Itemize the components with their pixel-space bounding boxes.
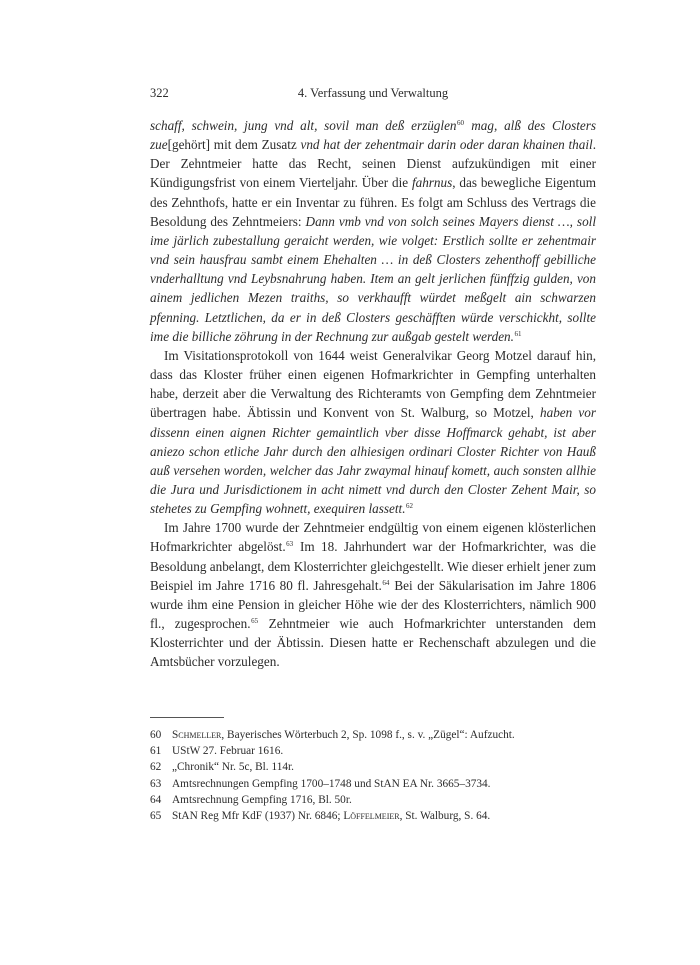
- footnote-number: 64: [150, 793, 162, 806]
- footnote-65: [150, 808, 596, 824]
- footnote-63: [150, 776, 596, 792]
- footnote-text: Amtsrechnung Gempfing 1716, Bl. 50r.: [172, 793, 352, 806]
- quote-text: mag, alß des Closters zue: [150, 118, 596, 153]
- footnote-number: 62: [150, 761, 162, 774]
- body-text: Im 18. Jahrhundert war der Hofmarkrichter, was die Besoldung anbelangt, dem Klosterrichter gleichgestellt. Wie dieser erhielt jener zum Beispiel im Jahre 1716 80 fl. Jahresgehalt.: [150, 539, 596, 593]
- footnote-text: StAN Reg Mfr KdF (1937) Nr. 6846;: [172, 810, 344, 823]
- footnote-number: 60: [150, 729, 162, 741]
- footnote-ref-60[interactable]: 60: [457, 119, 465, 127]
- footnote-text: UStW 27. Februar 1616.: [172, 745, 284, 758]
- footnote-ref-62[interactable]: 62: [406, 502, 414, 511]
- footnote-author: Löffelmeier: [343, 810, 400, 823]
- page-header: [150, 86, 596, 104]
- footnote-64: [150, 792, 596, 808]
- term-text: fahrnus: [411, 175, 453, 191]
- footnote-ref-61[interactable]: 61: [514, 329, 522, 338]
- body-text: , das bewegliche Eigentum des Zehnthofs, hatte er ein Inventar zu führen. Es folgt am Schluss des Vertrags die Besoldung des Zehntmeiers:: [150, 175, 596, 229]
- footnote-number: 63: [150, 777, 162, 790]
- footnote-ref-63[interactable]: 63: [286, 540, 294, 549]
- page-number: 322: [150, 86, 169, 100]
- footnote-number: 65: [150, 810, 162, 823]
- footnote-ref-65[interactable]: 65: [251, 617, 259, 626]
- paragraph-1: [150, 116, 596, 346]
- body-text: Im Jahre 1700 wurde der Zehntmeier endgültig von einem eigenen klösterlichen Hofmarkrichter abgelöst.: [150, 520, 596, 555]
- body-text: Zehntmeier wie auch Hofmarkrichter unterstanden dem Klosterrichter und der Äbtissin. Diesen hatte er Rechenschaft abzulegen und die Amtsbücher vorzulegen.: [150, 616, 596, 670]
- body-text: Bei der Säkularisation im Jahre 1806 wurde ihm eine Pension in gleicher Höhe wie der des Klosterrichters, nämlich 900 fl., zugesprochen.: [150, 577, 596, 632]
- paragraph-3: [150, 518, 596, 671]
- footnote-ref-64[interactable]: 64: [382, 578, 390, 587]
- body-text: [gehört] mit dem Zusatz: [167, 137, 301, 153]
- footnote-60: [150, 727, 596, 743]
- footnote-62: [150, 759, 596, 775]
- footnote-text: Amtsrechnungen Gempfing 1700–1748 und StAN EA Nr. 3665–3734.: [172, 777, 491, 790]
- main-text: [150, 116, 596, 672]
- footnote-separator: [150, 717, 224, 718]
- footnote-text: , Bayerisches Wörterbuch 2, Sp. 1098 f., s. v. „Zügel“: Aufzucht.: [221, 729, 515, 741]
- footnote-number: 61: [150, 745, 162, 758]
- footnote-text: , St. Walburg, S. 64.: [399, 810, 491, 823]
- footnote-text: „Chronik“ Nr. 5c, Bl. 114r.: [172, 761, 294, 774]
- paragraph-2: [150, 346, 596, 518]
- body-text: . Der Zehntmeier hatte das Recht, seinen Dienst aufzukündigen mit einer Kündigungsfrist von einem Vierteljahr. Über die: [150, 137, 596, 191]
- quote-text: vnd hat der zehentmair darin oder daran khainen thail: [300, 137, 593, 153]
- running-head: 4. Verfassung und Verwaltung: [297, 86, 449, 100]
- footnote-author: Schmeller: [172, 729, 222, 741]
- quote-text: haben vor dissenn einen aignen Richter gemaintlich vber disse Hoffmarck gehabt, ist aber aniezo schon etliche Jahr durch den alhiesigen ordinari Closter Richter von Hauß auß versehen worden, welcher das Jahr zwaymal hinauf komett, auch sonsten allhie die Jura und Jurisdictionem in acht nimett vnd durch den Closter Zehent Mair, so stehetes zu Gempfing wohnett, exequiren lassett.: [150, 405, 596, 517]
- body-text: Im Visitationsprotokoll von 1644 weist Generalvikar Georg Motzel darauf hin, dass das Kloster früher einen eigenen Hofmarkrichter in Gempfing unterhalten habe, derzeit aber die Verwaltung des Richteramts von Gempfing dem Zehntmeier übertragen habe. Äbtissin und Konvent von St. Walburg, so Motzel,: [150, 347, 596, 421]
- quote-text: Dann vmb vnd von solch seines Mayers dienst …, soll ime järlich zubestallung geraicht werden, wie volget: Erstlich sollte er zehentmair vnd sein hausfrau sambt einem Ehehalten … in deß Closters zehenthoff gebilliche vnderhalltung vnd Leybsnahrung haben. Item an gelt jerlichen fünffzig gulden, von ainem jedlichen Mezen traiths, so verkhaufft würdet meßgelt ain schwarzen pfenning. Letztlichen, da er in deß Closters geschäfften würde verschickht, sollte ime die billiche zöhrung in der Rechnung zur außgab gestelt werden.: [150, 213, 596, 344]
- footnotes: [150, 727, 596, 824]
- quote-text: schaff, schwein, jung vnd alt, sovil man deß erzüglen: [150, 118, 457, 133]
- footnote-61: [150, 743, 596, 759]
